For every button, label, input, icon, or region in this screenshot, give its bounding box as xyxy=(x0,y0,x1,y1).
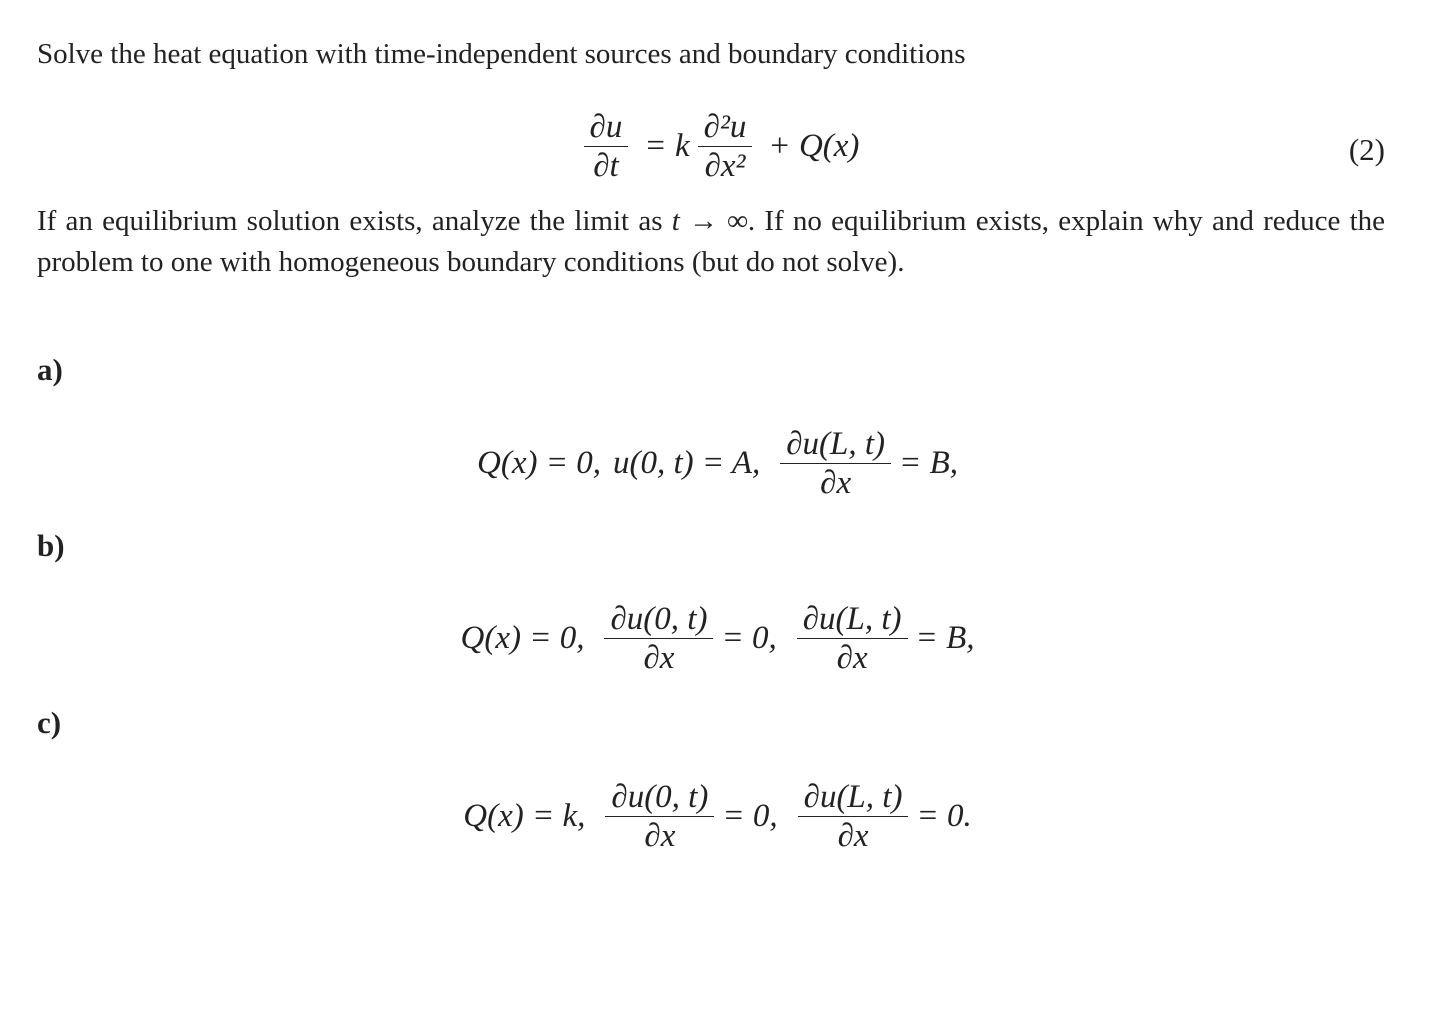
part-b-right-numerator: ∂u(L, t) xyxy=(802,601,902,637)
part-c-right-value: = 0. xyxy=(916,798,972,834)
part-c-left-numerator: ∂u(0, t) xyxy=(611,779,709,815)
question-text-part2: . If no equilibrium exists, explain why and reduce the problem to one with homogeneous boundary conditions (but do not solve). xyxy=(37,205,1385,278)
limit-expression: t → ∞ xyxy=(671,205,748,237)
part-b-left-bc-fraction xyxy=(604,600,713,677)
equation-number: (2) xyxy=(1348,132,1385,167)
part-b-source: Q(x) = 0, xyxy=(460,620,585,656)
part-a-equation xyxy=(0,425,1435,502)
part-c-source: Q(x) = k, xyxy=(463,798,586,834)
intro-paragraph: Solve the heat equation with time-independent sources and boundary conditions xyxy=(37,38,966,70)
d2u-dx2-fraction xyxy=(698,108,753,185)
part-b-right-denominator: ∂x xyxy=(836,640,868,676)
dx2-denominator: ∂x² xyxy=(704,148,746,184)
du-numerator: ∂u xyxy=(589,109,623,145)
diffusivity-k: k xyxy=(674,128,690,164)
part-c-right-numerator: ∂u(L, t) xyxy=(803,779,903,815)
part-b-left-denominator: ∂x xyxy=(643,640,675,676)
heat-equation xyxy=(0,108,1435,185)
part-b-right-bc-fraction xyxy=(797,600,908,677)
part-a-label: a) xyxy=(37,352,63,387)
part-a-source: Q(x) = 0, xyxy=(477,445,601,481)
part-b-left-numerator: ∂u(0, t) xyxy=(610,601,708,637)
part-c-left-bc-fraction xyxy=(605,778,714,855)
part-a-right-bc-fraction xyxy=(780,425,891,502)
part-c-equation xyxy=(0,778,1435,855)
part-c-left-denominator: ∂x xyxy=(644,818,676,854)
part-c-label: c) xyxy=(37,705,62,740)
d2u-numerator: ∂²u xyxy=(703,109,747,145)
part-a-right-denominator: ∂x xyxy=(820,465,852,501)
dt-denominator: ∂t xyxy=(593,148,619,184)
part-a-right-numerator: ∂u(L, t) xyxy=(786,426,886,462)
du-dt-fraction xyxy=(584,108,629,185)
part-c-right-denominator: ∂x xyxy=(837,818,869,854)
part-a-right-value: = B, xyxy=(899,445,958,481)
question-paragraph xyxy=(37,201,1385,283)
source-term: Q(x) xyxy=(798,128,860,164)
part-b-equation xyxy=(0,600,1435,677)
part-b-label: b) xyxy=(37,528,65,563)
question-text-part1: If an equilibrium solution exists, analyze the limit as xyxy=(37,205,672,237)
part-b-left-value: = 0, xyxy=(721,620,777,656)
equals-sign: = xyxy=(646,128,665,164)
part-b-right-value: = B, xyxy=(915,620,975,656)
part-c-left-value: = 0, xyxy=(722,798,778,834)
plus-sign: + xyxy=(770,128,789,164)
part-a-left-bc: u(0, t) = A, xyxy=(613,445,761,481)
part-c-right-bc-fraction xyxy=(798,778,909,855)
